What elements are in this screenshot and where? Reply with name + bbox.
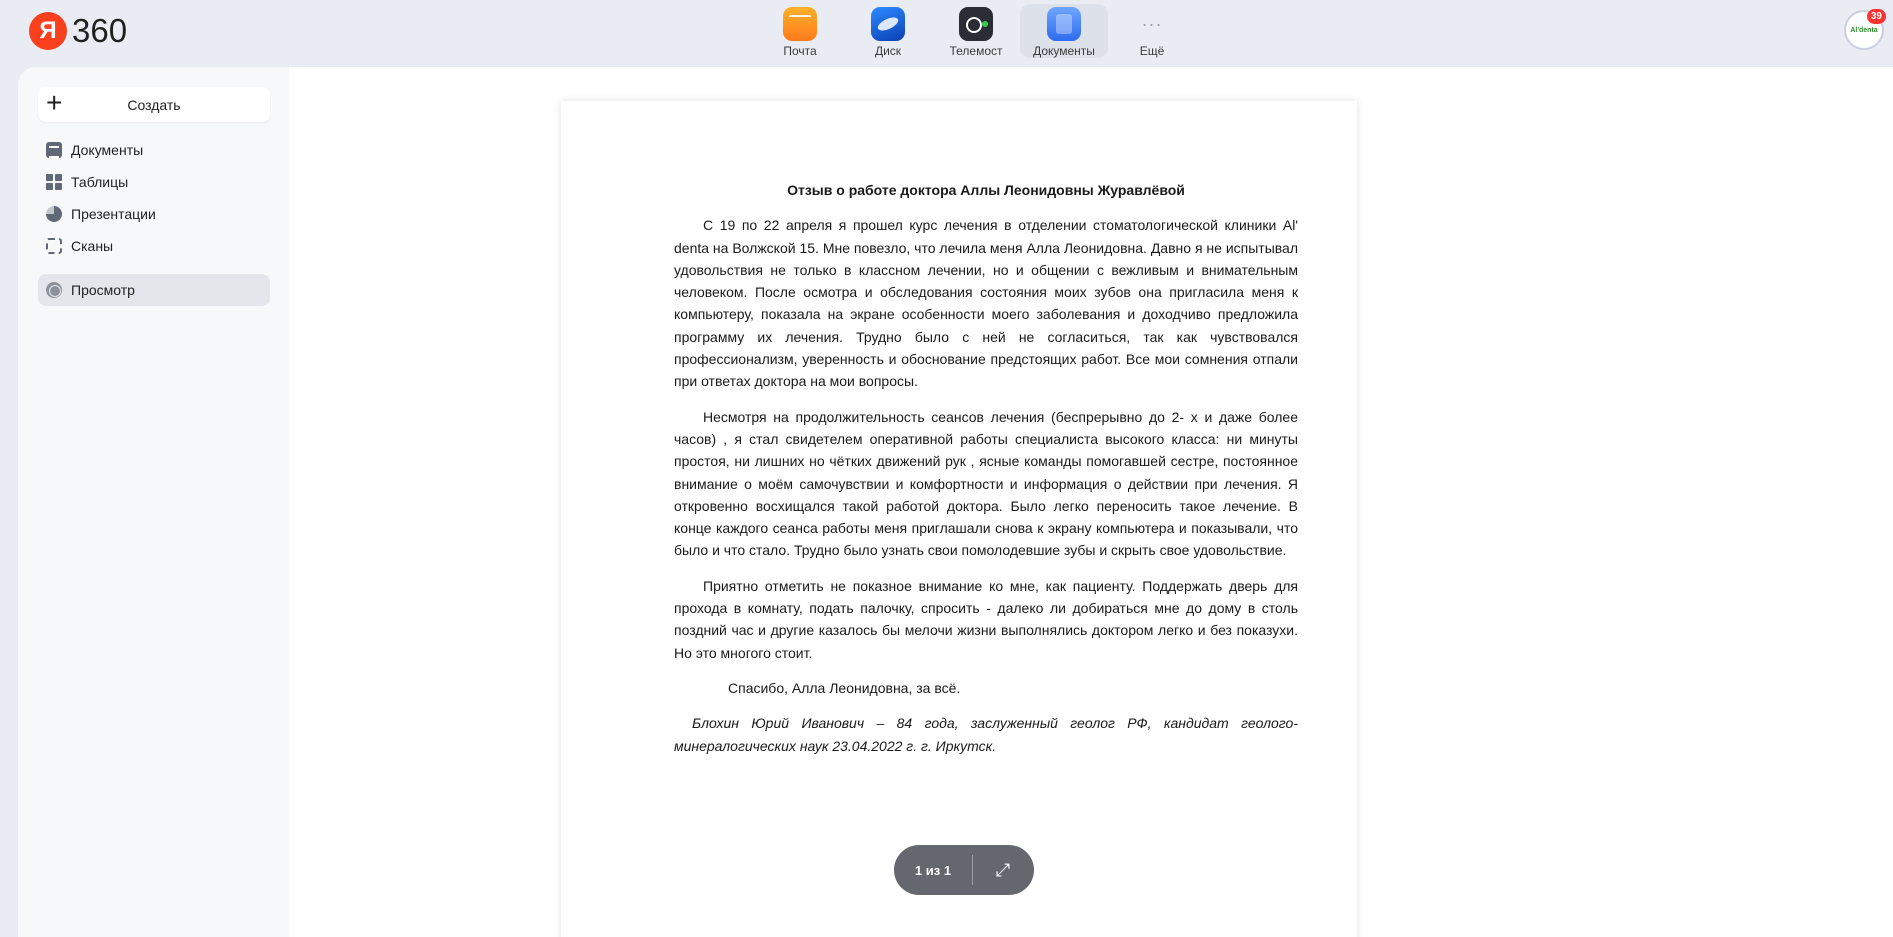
app-more[interactable]: [1108, 4, 1196, 58]
disk-icon: [871, 7, 905, 41]
main-frame: [18, 67, 1893, 937]
app-more-label: Ещё: [1139, 44, 1165, 58]
scan-icon: [46, 238, 62, 254]
app-disk-label: Диск: [874, 44, 902, 58]
app-mail-label: Почта: [783, 44, 817, 58]
sidebar-item-label: Таблицы: [71, 174, 129, 190]
yandex-360-logo[interactable]: [29, 12, 127, 50]
document-icon: [46, 142, 62, 158]
logo-360-text: 360: [72, 12, 128, 49]
sidebar-item-documents[interactable]: [38, 134, 270, 166]
document-page: [561, 101, 1357, 937]
app-documents-label: Документы: [1033, 44, 1095, 58]
top-bar: [0, 0, 1893, 66]
sidebar-item-presentations[interactable]: [38, 198, 270, 230]
app-documents[interactable]: [1020, 4, 1108, 58]
page-pager: [894, 845, 1034, 895]
avatar-logo: Al'denta: [1850, 26, 1878, 34]
plus-icon: +: [46, 87, 63, 118]
document-paragraph: Несмотря на продолжительность сеансов лечения (беспрерывно до 2- х и даже более часов) , я стал свидетелем оперативной работы специалиста высокого класса: ни минуты простоя, ни лишних но чётких движений рук , ясные команды помогавшей сестре, постоянное внимание о моём самочувствии и комфортности и информация о действии при лечения. Я откровенно восхищался такой работой доктора. Было легко переносить такое лечение. В конце каждого сеанса работы меня приглашали снова к экрану компьютера и показывали, что было и что стало. Трудно было узнать свои помолодевшие зубы и скрыть свое удовольствие.: [674, 408, 1298, 559]
sidebar: [18, 67, 289, 937]
app-mail[interactable]: [756, 4, 844, 58]
mail-icon: [783, 7, 817, 41]
page-counter: 1 из 1: [914, 862, 952, 878]
app-switcher: [756, 4, 1196, 58]
table-icon: [46, 174, 62, 190]
create-button[interactable]: [38, 87, 270, 122]
document-title: Отзыв о работе доктора Аллы Леонидовны Журавлёвой: [787, 182, 1185, 198]
document-thanks: Спасибо, Алла Леонидовна, за всё.: [728, 679, 961, 696]
app-disk[interactable]: [844, 4, 932, 58]
app-telemost-label: Телемост: [949, 44, 1003, 58]
sidebar-item-view[interactable]: [38, 274, 270, 306]
document-body: [674, 179, 1298, 770]
sidebar-item-label: Просмотр: [71, 282, 135, 298]
telemost-icon: [959, 7, 993, 41]
document-paragraph: Приятно отметить не показное внимание ко мне, как пациенту. Поддержать дверь для прохода в комнату, подать палочку, спросить - далеко ли добираться мне до дому в столь поздний час и другие казалось бы мелочи жизни выполнялись доктором легко и без показухи. Но это многого стоит.: [674, 577, 1298, 661]
globe-icon: [46, 282, 62, 298]
document-paragraph: С 19 по 22 апреля я прошел курс лечения в отделении стоматологической клиники Al' denta на Волжской 15. Мне повезло, что лечила меня Алла Леонидовна. Давно я не испытывал удовольствия не только в классном лечении, но и общении с вежливым и внимательным человеком. После осмотра и обследования состояния моих зубов она пригласила меня к компьютеру, показала на экране особенности моего заболевания и доходчиво предложила программу их лечения. Трудно было с ней не согласиться, так как чувствовался профессионализм, уверенность и обоснование предстоящих работ. Все мои сомнения отпали при ответах доктора на мои вопросы.: [674, 217, 1298, 390]
sidebar-item-label: Документы: [71, 142, 144, 158]
app-telemost[interactable]: [932, 4, 1020, 58]
expand-icon[interactable]: ⤢: [995, 859, 1011, 880]
sidebar-item-scans[interactable]: [38, 230, 270, 262]
sidebar-item-tables[interactable]: [38, 166, 270, 198]
sidebar-nav: [38, 134, 270, 306]
documents-icon: [1047, 7, 1081, 41]
document-viewer[interactable]: [289, 67, 1893, 937]
create-button-label: Создать: [127, 96, 181, 113]
notification-badge: 39: [1867, 9, 1886, 24]
yandex-logo-icon: Я: [29, 12, 67, 50]
more-icon: ···: [1141, 13, 1163, 34]
document-signature: Блохин Юрий Иванович – 84 года, заслуженный геолог РФ, кандидат геолого-минералогических наук 23.04.2022 г. г. Иркутск.: [674, 715, 1298, 754]
user-avatar[interactable]: [1844, 10, 1884, 50]
sidebar-item-label: Сканы: [71, 238, 114, 254]
sidebar-item-label: Презентации: [71, 206, 156, 222]
presentation-icon: [46, 206, 62, 222]
